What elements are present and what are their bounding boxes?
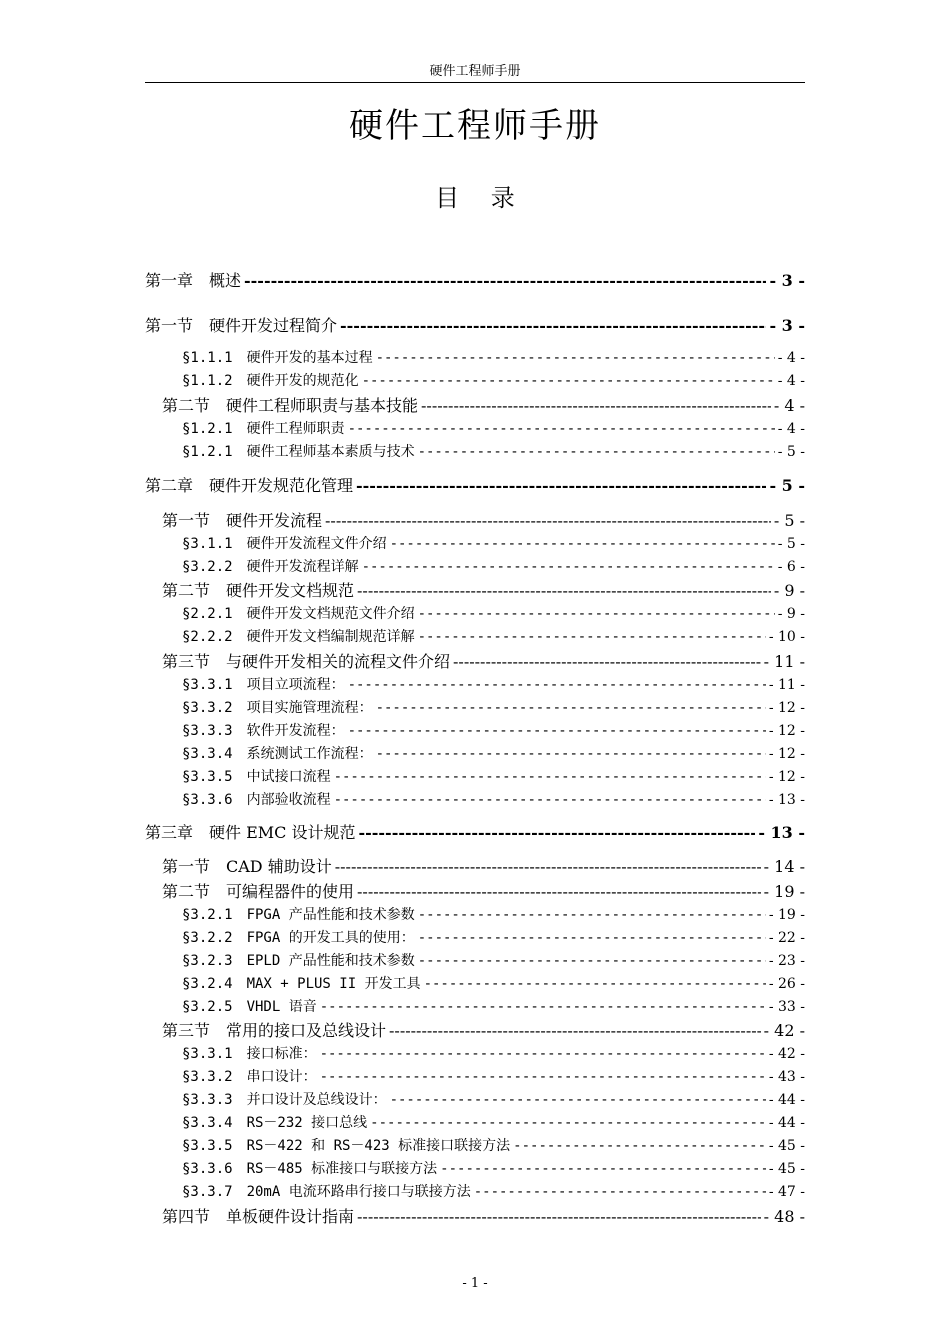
toc-page-number: - 12 -: [768, 700, 805, 716]
page-number: - 1 -: [462, 1276, 488, 1291]
toc-entry[interactable]: [145, 1089, 805, 1109]
toc-entry[interactable]: [145, 766, 805, 786]
toc-page-number: - 43 -: [768, 1069, 805, 1085]
toc-entry-title: §3.3.6 内部验收流程: [182, 792, 331, 808]
toc-entry-title: §3.3.4 RS－232 接口总线: [182, 1115, 368, 1131]
toc-entry[interactable]: [145, 927, 805, 947]
toc-entry[interactable]: [145, 743, 805, 763]
toc-leader: [357, 581, 771, 600]
toc-leader: [376, 350, 775, 366]
toc-page-number: - 11 -: [763, 652, 805, 671]
toc-page-number: - 48 -: [763, 1207, 805, 1226]
toc-page-number: - 4 -: [777, 350, 805, 366]
toc-page-number: - 9 -: [777, 606, 805, 622]
toc-entry[interactable]: [145, 508, 805, 531]
toc-leader: [440, 1161, 766, 1177]
toc-leader: [320, 1046, 766, 1062]
toc-page-number: - 13 -: [768, 792, 805, 808]
toc-entry-title: 第三章 硬件 EMC 设计规范: [145, 823, 356, 842]
toc-entry[interactable]: [145, 649, 805, 672]
toc-entry-title: §3.3.6 RS－485 标准接口与联接方法: [182, 1161, 438, 1177]
toc-page-number: - 12 -: [768, 746, 805, 762]
toc-entry[interactable]: [145, 720, 805, 740]
running-header: 硬件工程师手册: [429, 64, 521, 79]
toc-entry[interactable]: [145, 441, 805, 461]
toc-entry[interactable]: [145, 603, 805, 623]
toc-leader: [362, 559, 775, 575]
toc-page-number: - 42 -: [768, 1046, 805, 1062]
toc-entry[interactable]: [145, 973, 805, 993]
toc-entry[interactable]: [145, 473, 805, 496]
toc-entry[interactable]: [145, 879, 805, 902]
toc-page-number: - 19 -: [768, 907, 805, 923]
toc-entry-title: 第一节 CAD 辅助设计: [162, 857, 332, 876]
toc-entry-title: 第一节 硬件开发过程简介: [145, 316, 338, 335]
toc-leader: [418, 907, 766, 923]
toc-leader: [418, 930, 766, 946]
toc-entry[interactable]: [145, 1043, 805, 1063]
toc-leader: [370, 1115, 766, 1131]
toc-leader: [453, 652, 761, 671]
toc-leader: [334, 792, 766, 808]
toc-entry[interactable]: [145, 1066, 805, 1086]
toc-page-number: - 45 -: [768, 1161, 805, 1177]
toc-entry[interactable]: [145, 393, 805, 416]
toc-entry-title: §3.2.2 FPGA 的开发工具的使用：: [182, 930, 415, 946]
toc-entry-title: §1.1.1 硬件开发的基本过程: [182, 350, 373, 366]
toc-entry-title: §1.2.1 硬件工程师职责: [182, 421, 345, 437]
toc-entry-title: §3.2.2 硬件开发流程详解: [182, 559, 359, 575]
toc-page-number: - 9 -: [773, 581, 805, 600]
toc-page-number: - 44 -: [768, 1115, 805, 1131]
toc-leader: [421, 396, 771, 415]
toc-leader: [340, 316, 766, 335]
toc-leader: [389, 1021, 761, 1040]
toc-entry-title: §2.2.2 硬件开发文档编制规范详解: [182, 629, 415, 645]
toc-entry-title: §3.3.2 串口设计：: [182, 1069, 317, 1085]
toc-entry-title: §3.2.5 VHDL 语音: [182, 999, 317, 1015]
toc-entry-title: 第二节 可编程器件的使用: [162, 882, 355, 901]
toc-entry-title: §3.2.1 FPGA 产品性能和技术参数: [182, 907, 415, 923]
toc-entry-title: §1.1.2 硬件开发的规范化: [182, 373, 359, 389]
toc-title: 目 录: [435, 184, 515, 212]
toc-page-number: - 47 -: [768, 1184, 805, 1200]
toc-page-number: - 3 -: [769, 271, 805, 290]
toc-page-number: - 5 -: [769, 476, 805, 495]
toc-page-number: - 10 -: [768, 629, 805, 645]
toc-leader: [418, 444, 775, 460]
toc-page-number: - 5 -: [777, 444, 805, 460]
toc-leader: [348, 421, 775, 437]
toc-page-number: - 45 -: [768, 1138, 805, 1154]
toc-page-number: - 11 -: [768, 677, 805, 693]
toc-entry[interactable]: [145, 697, 805, 717]
toc-leader: [244, 271, 766, 290]
toc-page-number: - 5 -: [773, 511, 805, 530]
toc-entry-title: 第四节 单板硬件设计指南: [162, 1207, 355, 1226]
toc-page-number: - 23 -: [768, 953, 805, 969]
toc-leader: [320, 999, 766, 1015]
toc-entry[interactable]: [145, 1204, 805, 1227]
toc-page-number: - 33 -: [768, 999, 805, 1015]
toc-entry-title: 第二节 硬件开发文档规范: [162, 581, 355, 600]
toc-page-number: - 26 -: [768, 976, 805, 992]
toc-page-number: - 6 -: [777, 559, 805, 575]
toc-entry-title: §3.2.4 MAX + PLUS II 开发工具: [182, 976, 421, 992]
toc-entry[interactable]: [145, 789, 805, 809]
toc-entry[interactable]: [145, 1018, 805, 1041]
toc-page-number: - 5 -: [777, 536, 805, 552]
header-rule: [145, 82, 805, 83]
toc-page-number: - 4 -: [777, 373, 805, 389]
toc-leader: [320, 1069, 766, 1085]
toc-leader: [474, 1184, 766, 1200]
toc-entry[interactable]: [145, 268, 805, 291]
toc-entry-title: §3.3.1 接口标准：: [182, 1046, 317, 1062]
toc-entry[interactable]: [145, 556, 805, 576]
toc-leader: [357, 1207, 761, 1226]
toc-entry-title: §3.3.5 RS－422 和 RS－423 标准接口联接方法: [182, 1138, 511, 1154]
toc-entry[interactable]: [145, 347, 805, 367]
toc-leader: [418, 629, 766, 645]
toc-leader: [325, 511, 771, 530]
toc-entry-title: §1.2.1 硬件工程师基本素质与技术: [182, 444, 415, 460]
toc-entry[interactable]: [145, 626, 805, 646]
toc-entry-title: 第三节 常用的接口及总线设计: [162, 1021, 387, 1040]
toc-entry[interactable]: [145, 1135, 805, 1155]
toc-leader: [513, 1138, 766, 1154]
toc-page-number: - 42 -: [763, 1021, 805, 1040]
toc-entry[interactable]: [145, 904, 805, 924]
toc-page-number: - 4 -: [773, 396, 805, 415]
toc-entry[interactable]: [145, 1181, 805, 1201]
toc-entry-title: 第二节 硬件工程师职责与基本技能: [162, 396, 419, 415]
toc-leader: [348, 723, 766, 739]
toc-entry[interactable]: [145, 674, 805, 694]
toc-entry-title: 第一节 硬件开发流程: [162, 511, 323, 530]
toc-entry-title: §3.3.4 系统测试工作流程：: [182, 746, 373, 762]
toc-entry-title: §3.3.7 20mA 电流环路串行接口与联接方法: [182, 1184, 471, 1200]
toc-entry[interactable]: [145, 1112, 805, 1132]
toc-entry[interactable]: [145, 578, 805, 601]
toc-leader: [418, 606, 775, 622]
toc-entry-title: 第三节 与硬件开发相关的流程文件介绍: [162, 652, 451, 671]
toc-page-number: - 14 -: [763, 857, 805, 876]
toc-entry-title: §3.1.1 硬件开发流程文件介绍: [182, 536, 387, 552]
toc-leader: [390, 536, 775, 552]
toc-page-number: - 3 -: [769, 316, 805, 335]
toc-entry[interactable]: [145, 370, 805, 390]
toc-page-number: - 12 -: [768, 723, 805, 739]
toc-entry-title: §3.3.3 并口设计及总线设计：: [182, 1092, 387, 1108]
toc-leader: [362, 373, 775, 389]
toc-page-number: - 22 -: [768, 930, 805, 946]
toc-leader: [335, 857, 761, 876]
toc-leader: [376, 746, 766, 762]
toc-leader: [390, 1092, 766, 1108]
toc-leader: [418, 953, 766, 969]
toc-leader: [376, 700, 766, 716]
toc-entry-title: §3.3.3 软件开发流程：: [182, 723, 345, 739]
toc-leader: [357, 882, 761, 901]
toc-entry[interactable]: [145, 854, 805, 877]
toc-entry[interactable]: [145, 533, 805, 553]
toc-entry-title: §3.3.2 项目实施管理流程：: [182, 700, 373, 716]
toc-leader: [358, 823, 755, 842]
toc-entry-title: 第二章 硬件开发规范化管理: [145, 476, 354, 495]
document-title: 硬件工程师手册: [349, 106, 601, 146]
toc-entry[interactable]: [145, 313, 805, 336]
toc-leader: [334, 769, 766, 785]
toc-page-number: - 12 -: [768, 769, 805, 785]
toc-page-number: - 13 -: [758, 823, 805, 842]
toc-page-number: - 19 -: [763, 882, 805, 901]
toc-entry-title: 第一章 概述: [145, 271, 242, 290]
toc-entry[interactable]: [145, 996, 805, 1016]
toc-page-number: - 44 -: [768, 1092, 805, 1108]
toc-entry[interactable]: [145, 418, 805, 438]
toc-entry-title: §3.3.5 中试接口流程: [182, 769, 331, 785]
toc-entry[interactable]: [145, 820, 805, 843]
toc-leader: [356, 476, 766, 495]
toc-leader: [348, 677, 766, 693]
toc-entry[interactable]: [145, 950, 805, 970]
toc-entry-title: §3.3.1 项目立项流程：: [182, 677, 345, 693]
toc-page-number: - 4 -: [777, 421, 805, 437]
toc-entry-title: §3.2.3 EPLD 产品性能和技术参数: [182, 953, 415, 969]
toc-entry-title: §2.2.1 硬件开发文档规范文件介绍: [182, 606, 415, 622]
toc-leader: [424, 976, 766, 992]
toc-entry[interactable]: [145, 1158, 805, 1178]
